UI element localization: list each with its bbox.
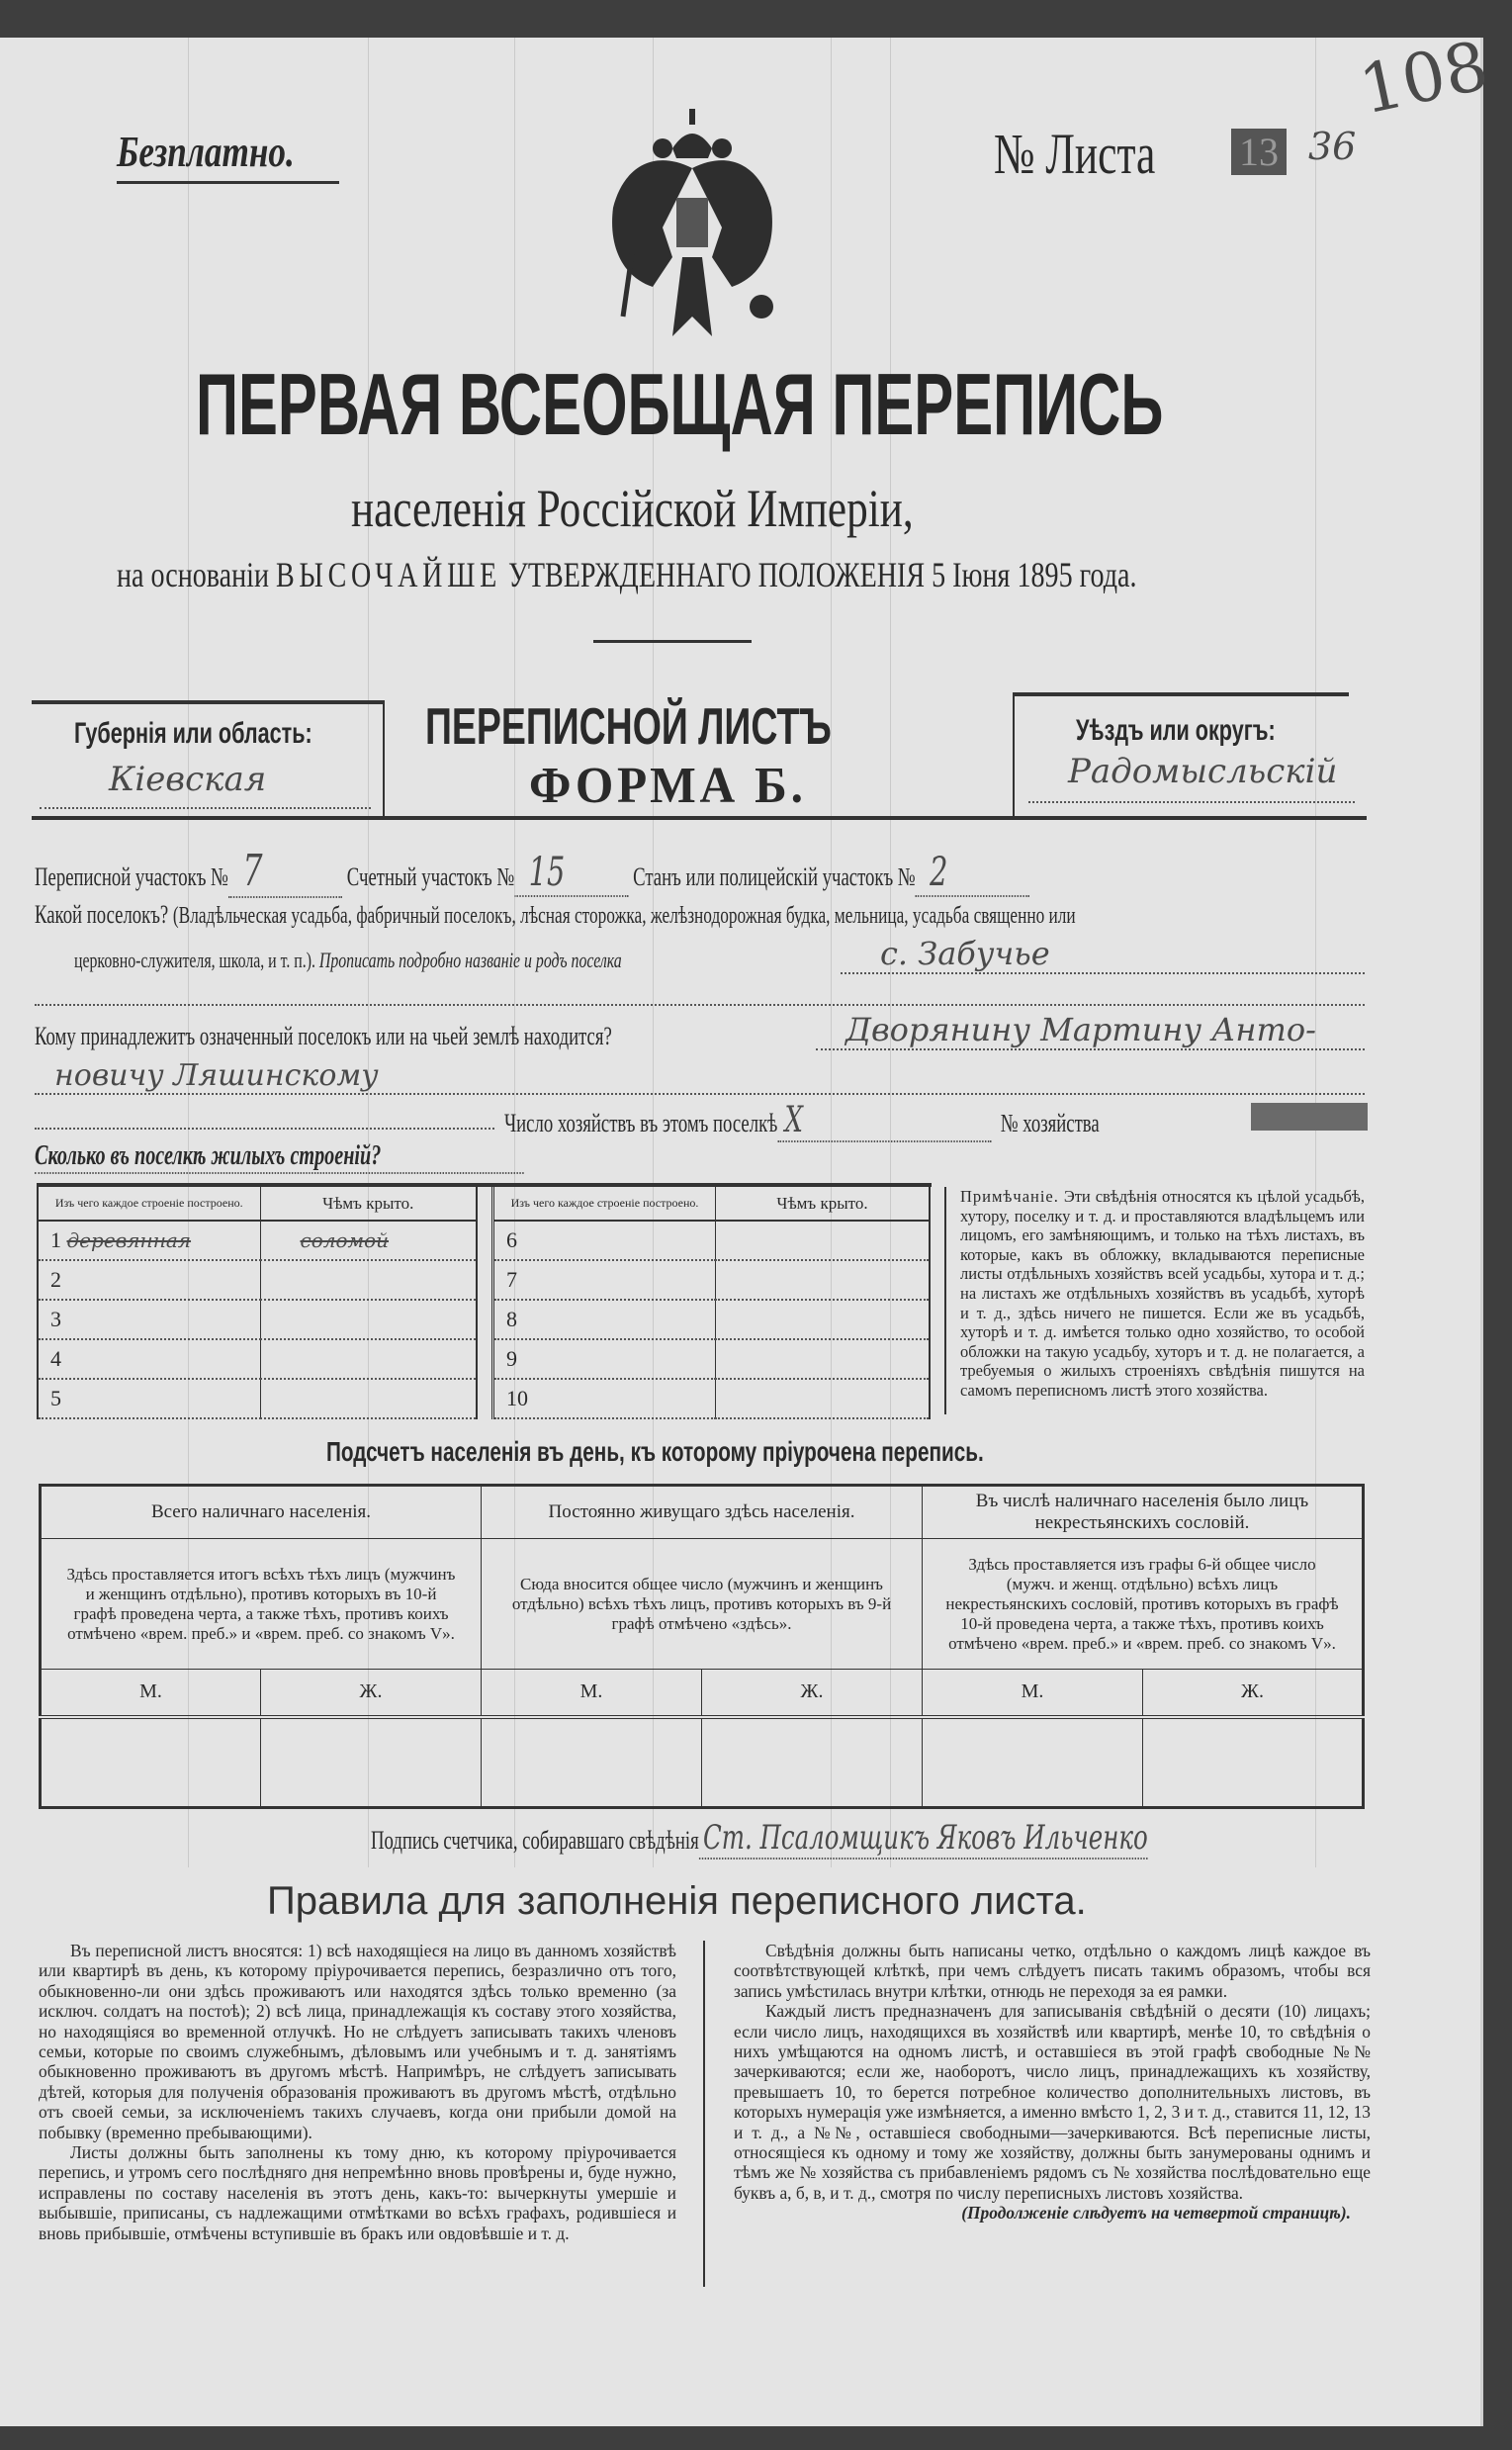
building-cell-material: 2 xyxy=(38,1260,260,1300)
male-count-cell[interactable] xyxy=(41,1717,261,1808)
building-cell-material: 1 деревянная xyxy=(38,1221,260,1260)
population-col-head: Постоянно живущаго здѣсь населенія. xyxy=(482,1486,923,1539)
buildings-table-left: Изъ чего каждое строеніе построено. Чѣмъ крыто. 1 деревянная соломой 2 3 4 5 xyxy=(37,1187,478,1419)
building-cell-roof xyxy=(716,1339,931,1379)
building-cell-roof xyxy=(260,1260,477,1300)
rules-title: Правила для заполненія переписного листа. xyxy=(267,1879,1087,1923)
building-cell-roof xyxy=(716,1260,931,1300)
count-value: 15 xyxy=(514,850,628,897)
building-cell-material: 7 xyxy=(493,1260,716,1300)
building-cell-material: 8 xyxy=(493,1300,716,1339)
box-top-right xyxy=(1013,692,1349,696)
settlement-name-row: церковно-служителя, школа, и т. п.). Прописать подробно названіе и родъ поселка xyxy=(74,948,622,972)
population-col-head: Въ числѣ наличнаго населенія было лицъ некрестьянскихъ сословій. xyxy=(923,1486,1364,1539)
main-title: ПЕРВАЯ ВСЕОБЩАЯ ПЕРЕПИСЬ xyxy=(196,355,1164,453)
settlement-value: с. Забучье xyxy=(841,935,1365,974)
population-col-desc: Сюда вносится общее число (мужчинъ и женщинъ отдѣльно) всѣхъ тѣхъ лицъ, противъ которыхъ въ 9-й графѣ отмѣчено «здѣсь». xyxy=(482,1539,923,1670)
imperial-eagle-emblem xyxy=(593,109,791,346)
building-cell-roof xyxy=(716,1300,931,1339)
building-cell-material: 9 xyxy=(493,1339,716,1379)
building-row xyxy=(493,1260,931,1300)
female-header: Ж. xyxy=(702,1670,923,1717)
female-header: Ж. xyxy=(1143,1670,1364,1717)
rules-right-column: Свѣдѣнія должны быть написаны четко, отдѣльно о каждомъ лицѣ каждое въ соотвѣтствующей клѣткѣ, при чемъ слѣдуетъ писать такимъ образомъ, чтобы вся запись умѣстилась внутри клѣтки, отнюдь не переходя за ея рамки. Каждый листъ предназначенъ для записыванія свѣдѣній о десяти (10) лицахъ; если число лицъ, находящихся въ хозяйствѣ или квартирѣ, менѣе 10, то свѣдѣнія о нихъ умѣщаются на одномъ листѣ, и оставшіеся въ этой графѣ свободные №№ зачеркиваются; если же, наоборотъ, число лицъ, принадлежащихъ къ хозяйству, превышаетъ 10, то берется потребное количество дополнительныхъ листовъ, въ которыхъ нумерація уже измѣняется, а именно вмѣсто 1, 2, 3 и т. д., ставится 11, 12, 13 и т. д., а №№, оставшіеся свободными—зачеркиваются. Всѣ переписные листы, относящіеся къ одному и тому же хозяйству, должны быть занумерованы однимъ и тѣмъ же № хозяйства съ прибавленіемъ рядомъ съ № хозяйства послѣдовательно еще буквъ а, б, в, и т. д., смотря по числу переписныхъ листовъ хозяйства. (Продолженіе слѣдуетъ на четвертой страницѣ). xyxy=(734,1941,1371,2223)
building-cell-roof xyxy=(260,1379,477,1418)
building-row xyxy=(38,1221,477,1260)
owner-value-1: Дворянину Мартину Анто- xyxy=(816,1011,1365,1050)
population-col-desc: Здѣсь проставляется изъ графы 6-й общее число (мужч. и женщ. отдѣльно) всѣхъ лицъ некрестьянскихъ сословій, противъ которыхъ въ графѣ 10-й проведена черта, а также тѣхъ, противъ коихъ отмѣчено «врем. преб.» и «врем. преб. со знакомъ V». xyxy=(923,1539,1364,1670)
household-no-redacted xyxy=(1251,1103,1368,1131)
district-value: 7 xyxy=(228,846,342,898)
gubernia-label: Губернія или область: xyxy=(74,717,312,750)
buildings-question: Сколько въ поселкѣ жилыхъ строеній? xyxy=(35,1140,714,1174)
households-leadline xyxy=(35,1128,494,1130)
owner-value-2: новичу Ляшинскому xyxy=(35,1058,1365,1095)
divider xyxy=(593,640,752,643)
female-count-cell[interactable] xyxy=(1143,1717,1364,1808)
archive-page-number: 108 xyxy=(1353,27,1495,131)
households-value: Х xyxy=(777,1100,991,1142)
rules-left-column: Въ переписной листъ вносятся: 1) всѣ находящіеся на лицо въ данномъ хозяйствѣ или квартирѣ въ день, къ которому пріурочивается перепись, безразлично отъ того, обыкновенно-ли они здѣсь проживаютъ или находятся здѣсь только временно (за исключ. солдатъ на постоѣ); 2) всѣ лица, принадлежащія къ составу этого хозяйства, но находящіяся во временной отлучкѣ. Но не слѣдуетъ записывать такихъ членовъ семьи, которые по своимъ служебнымъ, дѣловымъ или учебнымъ и т. д. занятіямъ обыкновенно проживаютъ въ другомъ мѣстѣ. Напримѣръ, не слѣдуетъ записывать дѣтей, которыя для полученія образованія проживаютъ въ другомъ мѣстѣ, отдѣльно отъ своей семьи, за исключеніемъ такихъ случаевъ, когда они прибыли домой на побывку (временно пребывающими). Листы должны быть заполнены къ тому дню, къ которому пріурочивается перепись, и утромъ сего послѣдняго дня непремѣнно вновь провѣрены и, буде нужно, исправлены по составу населенія въ этотъ день, какъ-то: вычеркнуты умершіе и выбывшіе, приписаны, съ надлежащими отмѣтками во всѣхъ графахъ, родившіеся и вновь прибывшіе, отмѣчены вступившіе въ бракъ или овдовѣвшіе и т. д. xyxy=(39,1941,676,2243)
uezd-label: Уѣздъ или округъ: xyxy=(1076,714,1276,747)
gubernia-value: Кіевская xyxy=(40,760,371,809)
box-top-left xyxy=(32,700,383,704)
building-row xyxy=(38,1300,477,1339)
sheet-number: № Листа 13 36 xyxy=(994,122,1357,186)
population-table xyxy=(39,1484,1365,1809)
building-cell-material: 4 xyxy=(38,1339,260,1379)
male-header: М. xyxy=(41,1670,261,1717)
signature-row: Подпись счетчика, собиравшаго свѣдѣнія Ст. Псаломщикъ Яковъ Ильченко xyxy=(371,1818,1148,1858)
population-col-head: Всего наличнаго населенія. xyxy=(41,1486,482,1539)
building-row xyxy=(493,1379,931,1418)
legal-basis: на основанiи ВЫСОЧАЙШЕ УТВЕРЖДЕННАГО ПОЛОЖЕНІЯ 5 Іюня 1895 года. xyxy=(117,555,1137,594)
building-row xyxy=(38,1339,477,1379)
settlement-extra-line xyxy=(35,1004,1365,1006)
building-row xyxy=(38,1379,477,1418)
male-count-cell[interactable] xyxy=(482,1717,702,1808)
population-col-desc: Здѣсь проставляется итогъ всѣхъ тѣхъ лицъ (мужчинъ и женщинъ отдѣльно), противъ которыхъ въ 10-й графѣ проведена черта, а также тѣхъ, противъ коихъ отмѣчено «врем. преб.» и «врем. преб. со знакомъ V». xyxy=(41,1539,482,1670)
building-row xyxy=(493,1221,931,1260)
box-bottom xyxy=(32,816,1367,820)
building-cell-material: 10 xyxy=(493,1379,716,1418)
households-row: Число хозяйствъ въ этомъ поселкѣ Х № хозяйства xyxy=(504,1100,1100,1140)
female-count-cell[interactable] xyxy=(702,1717,923,1808)
building-cell-roof xyxy=(716,1221,931,1260)
building-row xyxy=(493,1339,931,1379)
rules-divider xyxy=(703,1941,705,2287)
building-cell-roof xyxy=(260,1339,477,1379)
building-cell-roof xyxy=(260,1300,477,1339)
free-label: Безплатно. xyxy=(117,127,339,184)
settlement-row: Какой поселокъ? (Владѣльческая усадьба, фабричный поселокъ, лѣсная сторожка, желѣзнодорожная будка, мельница, усадьба священно или xyxy=(35,900,1076,929)
buildings-table-right: Изъ чего каждое строеніе построено. Чѣмъ крыто. 6 7 8 9 10 xyxy=(491,1187,931,1419)
male-count-cell[interactable] xyxy=(923,1717,1143,1808)
building-cell-roof xyxy=(716,1379,931,1418)
sheet-number-struck: 13 xyxy=(1231,129,1287,175)
form-name: ФОРМА Б. xyxy=(529,758,807,814)
district-row: Переписной участокъ № 7 Счетный участокъ № 15 Станъ или полицейскій участокъ № 2 xyxy=(35,846,1416,898)
owner-row: Кому принадлежитъ означенный поселокъ или на чьей землѣ находится? xyxy=(35,1022,612,1050)
stan-value: 2 xyxy=(916,850,1029,897)
female-count-cell[interactable] xyxy=(261,1717,482,1808)
male-header: М. xyxy=(482,1670,702,1717)
buildings-note: Примѣчаніе. Эти свѣдѣнія относятся къ цѣлой усадьбѣ, хутору, поселку и т. д. и проставляются владѣльцемъ или лицомъ, его замѣняющимъ, и только на тѣхъ листахъ, въ которые, какъ въ обложку, вкладываются переписные листы отдѣльныхъ хозяйствъ всей усадьбы, хутора и т. д.; на листахъ же отдѣльныхъ хозяйствъ въ усадьбѣ, хуторѣ и т. д., здѣсь ничего не пишется. Если же въ усадьбѣ, хуторѣ и т. д. имѣется только одно хозяйство, то особой обложки на такую усадьбу, хуторъ и т. д. не полагается, а требуемыя о жилыхъ строеніяхъ свѣдѣнія пишутся на самомъ переписномъ листѣ этого хозяйства. xyxy=(944,1187,1365,1414)
building-row xyxy=(38,1260,477,1300)
sheet-number-hand: 36 xyxy=(1308,125,1357,168)
building-row xyxy=(493,1300,931,1339)
form-title: ПЕРЕПИСНОЙ ЛИСТЪ xyxy=(425,698,832,756)
subtitle: населенія Россійской Имперіи, xyxy=(351,479,914,538)
building-cell-material: 5 xyxy=(38,1379,260,1418)
female-header: Ж. xyxy=(261,1670,482,1717)
signature-value: Ст. Псаломщикъ Яковъ Ильченко xyxy=(699,1818,1148,1860)
building-cell-roof: соломой xyxy=(300,1228,390,1252)
building-cell-material: 6 xyxy=(493,1221,716,1260)
male-header: М. xyxy=(923,1670,1143,1717)
box-sep-2 xyxy=(1013,692,1015,816)
uezd-value: Радомысльскій xyxy=(1028,752,1355,803)
building-cell-material: 3 xyxy=(38,1300,260,1339)
population-title: Подсчетъ населенія въ день, къ которому пріурочена перепись. xyxy=(326,1436,984,1467)
